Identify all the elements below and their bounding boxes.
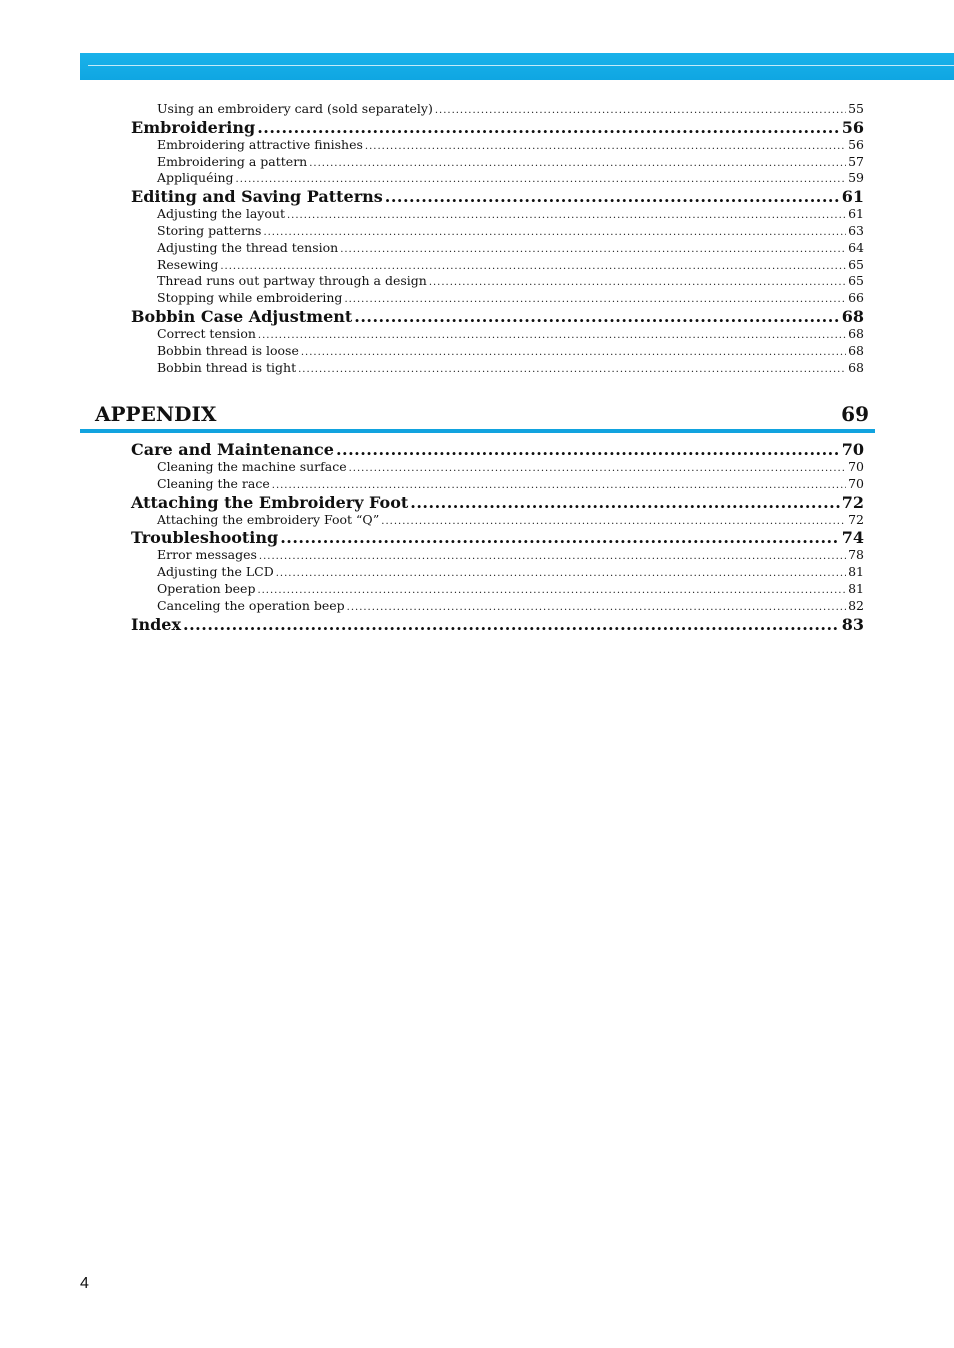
toc-chapter-entry[interactable] [131,528,864,547]
toc-entry-page: 68 [848,325,864,341]
header-band [80,53,954,80]
toc-top-section [131,101,864,376]
toc-entry-label: Bobbin Case Adjustment [131,306,353,326]
toc-entry-page: 57 [848,153,864,169]
toc-entry-page: 66 [848,290,864,306]
toc-subentry[interactable] [157,206,864,223]
toc-entry-label: Bobbin thread is loose [157,342,299,358]
toc-entry-label: Attaching the Embroidery Foot [131,492,409,512]
toc-entry-label: Correct tension [157,325,256,341]
page-number: 4 [80,1275,89,1292]
toc-subentry[interactable] [157,581,864,598]
toc-leader-dots [298,360,846,379]
toc-entry-page: 81 [848,564,864,580]
toc-subentry[interactable] [157,290,864,307]
toc-entry-page: 63 [848,222,864,238]
toc-entry-label: Adjusting the LCD [157,564,274,580]
toc-entry-label: Resewing [157,256,219,272]
toc-entry-page: 70 [841,440,864,459]
toc-subentry[interactable] [157,326,864,343]
toc-subentry[interactable] [157,223,864,240]
toc-entry-page: 64 [848,239,864,255]
toc-entry-page: 70 [848,459,864,474]
toc-subentry[interactable] [157,101,864,118]
toc-leader-dots [336,440,840,459]
toc-entry-label: Bobbin thread is tight [157,359,297,375]
toc-subentry[interactable] [157,547,864,564]
toc-leader-dots [280,528,840,547]
toc-entry-page: 61 [848,206,864,222]
toc-entry-label: Editing and Saving Patterns [131,187,383,207]
toc-entry-page: 72 [848,511,864,527]
toc-leader-dots [354,307,839,326]
toc-entry-label: Using an embroidery card (sold separately) [157,101,433,116]
toc-entry-label: Cleaning the machine surface [157,459,347,474]
toc-entry-label: Embroidering [131,117,256,137]
toc-entry-page: 70 [848,475,864,491]
toc-entry-label: Embroidering a pattern [157,153,308,169]
toc-entry-label: Canceling the operation beep [157,597,345,613]
toc-subentry[interactable] [157,476,864,493]
toc-subentry[interactable] [157,257,864,274]
toc-entry-label: Cleaning the race [157,475,270,491]
toc-subentry[interactable] [157,564,864,581]
toc-subentry[interactable] [157,598,864,615]
toc-entry-label: Thread runs out partway through a design [157,273,427,289]
appendix-page-number: 69 [841,402,869,426]
toc-entry-label: Embroidering attractive finishes [157,136,363,152]
toc-entry-page: 81 [848,580,864,596]
toc-entry-label: Attaching the embroidery Foot “Q” [157,511,380,527]
toc-entry-page: 68 [848,359,864,375]
toc-chapter-entry[interactable] [131,493,864,512]
toc-entry-page: 65 [848,273,864,289]
toc-entry-page: 74 [841,528,864,548]
toc-entry-label: Error messages [157,547,257,563]
toc-chapter-entry[interactable] [131,440,864,459]
toc-entry-label: Index [131,614,182,634]
toc-entry-page: 59 [848,170,864,186]
toc-subentry[interactable] [157,240,864,257]
toc-leader-dots [257,118,840,137]
toc-entry-label: Stopping while embroidering [157,290,343,306]
header-band-line [88,65,954,66]
toc-entry-page: 72 [841,492,864,512]
toc-entry-label: Care and Maintenance [131,440,334,459]
toc-subentry[interactable] [157,273,864,290]
toc-chapter-entry[interactable] [131,307,864,326]
toc-entry-page: 68 [848,342,864,358]
toc-subentry[interactable] [157,512,864,529]
toc-leader-dots [385,187,840,206]
appendix-title: APPENDIX [95,402,217,426]
toc-subentry[interactable] [157,360,864,377]
toc-entry-label: Adjusting the thread tension [157,239,339,255]
toc-entry-page: 61 [841,187,864,207]
toc-entry-page: 83 [841,614,864,634]
toc-entry-page: 55 [848,101,864,116]
toc-chapter-entry[interactable] [131,187,864,206]
toc-entry-page: 68 [841,306,864,326]
toc-appendix-section [131,440,864,634]
toc-entry-label: Storing patterns [157,222,262,238]
toc-subentry[interactable] [157,154,864,171]
toc-entry-label: Appliquéing [157,170,234,186]
toc-subentry[interactable] [157,137,864,154]
toc-chapter-entry[interactable] [131,615,864,634]
appendix-heading [80,399,875,433]
toc-subentry[interactable] [157,170,864,187]
toc-entry-label: Troubleshooting [131,528,279,548]
toc-entry-page: 65 [848,256,864,272]
toc-entry-label: Operation beep [157,580,256,596]
toc-subentry[interactable] [157,459,864,476]
toc-leader-dots [183,615,840,634]
toc-entry-page: 78 [848,547,864,563]
toc-entry-page: 56 [848,136,864,152]
toc-entry-label: Adjusting the layout [157,206,285,222]
toc-entry-page: 56 [841,117,864,137]
toc-subentry[interactable] [157,343,864,360]
toc-chapter-entry[interactable] [131,118,864,137]
toc-entry-page: 82 [848,597,864,613]
toc-leader-dots [410,493,839,512]
